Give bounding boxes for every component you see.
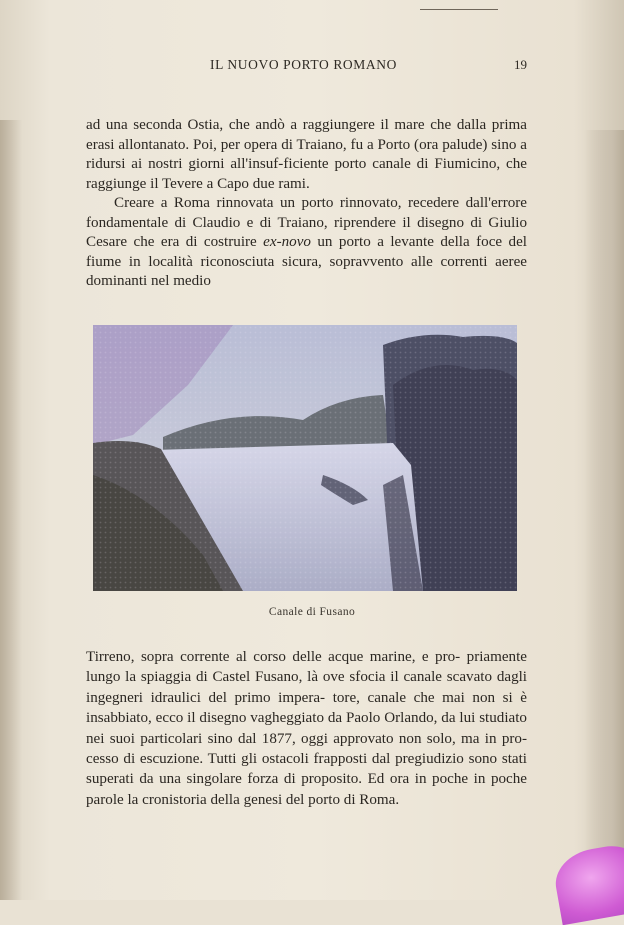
text-line: tore, canale che mai non si è insabbiato, ecco il disegno [86, 689, 528, 727]
text-line: dall'errore fondamentale di Claudio e di Traiano, riprendere [86, 195, 527, 231]
text-line: sono stati superati da una singolare forza di proposito. Ed [86, 751, 527, 788]
paragraph-continuation [86, 116, 527, 194]
text-line: a Porto (ora palude) sino a ridursi ai nostri giorni all'insuf- [86, 136, 527, 172]
italic-term: ex-novo [263, 234, 311, 250]
text-line: un [310, 234, 333, 250]
text-block-top [86, 116, 527, 292]
text-line: cesso di escuzione. Tutti gli ostacoli frapposti dal pregiudizio [86, 751, 464, 768]
text-line: priamente lungo la spiaggia di Castel Fusano, là ove sfocia [86, 649, 527, 686]
text-line: il canale scavato dagli ingegneri idraulici del primo impera- [86, 669, 527, 706]
text-line: dalla prima erasi allontanato. Poi, per opera di Traiano, fu [86, 117, 527, 153]
running-head [0, 57, 624, 77]
canal-photo-illustration [93, 325, 517, 591]
text-line: ficiente porto canale di Fiumicino, che raggiunge il Tevere [86, 156, 527, 192]
text-block-bottom [86, 647, 527, 810]
canal-photograph [93, 325, 517, 591]
text-line: il disegno di Giulio Cesare che era di costruire [86, 214, 528, 250]
text-line: vagheggiato da Paolo Orlando, da lui studiato nei suoi [86, 710, 527, 747]
text-line: sicura, sopravvento alle correnti aeree dominanti nel medio [86, 253, 527, 289]
text-line: a Capo due rami. [206, 175, 310, 192]
page-number: 19 [514, 57, 527, 72]
page-shadow-right [584, 130, 624, 900]
running-title: IL NUOVO PORTO ROMANO [210, 57, 397, 72]
text-line: ora in poche in poche parole la cronistoria della genesi del [86, 771, 527, 808]
page-shadow-left [0, 120, 22, 900]
text-line: Tirreno, sopra corrente al corso delle acque marine, e pro- [86, 649, 461, 665]
top-rule-mark [420, 2, 498, 10]
paragraph-tirreno [86, 647, 527, 810]
text-line: porto di Roma. [308, 791, 400, 808]
text-line: ad una seconda Ostia, che andò a raggiungere il mare che [86, 117, 452, 133]
text-line: porto a levante della foce del fiume in località riconosciuta [86, 234, 527, 270]
text-line: particolari sino dal 1877, oggi approvato non solo, ma in pro- [140, 730, 528, 747]
text-line: Creare a Roma rinnovata un porto rinnovato, recedere [114, 195, 460, 211]
paragraph-creare [86, 194, 527, 292]
figure-caption: Canale di Fusano [268, 606, 356, 618]
